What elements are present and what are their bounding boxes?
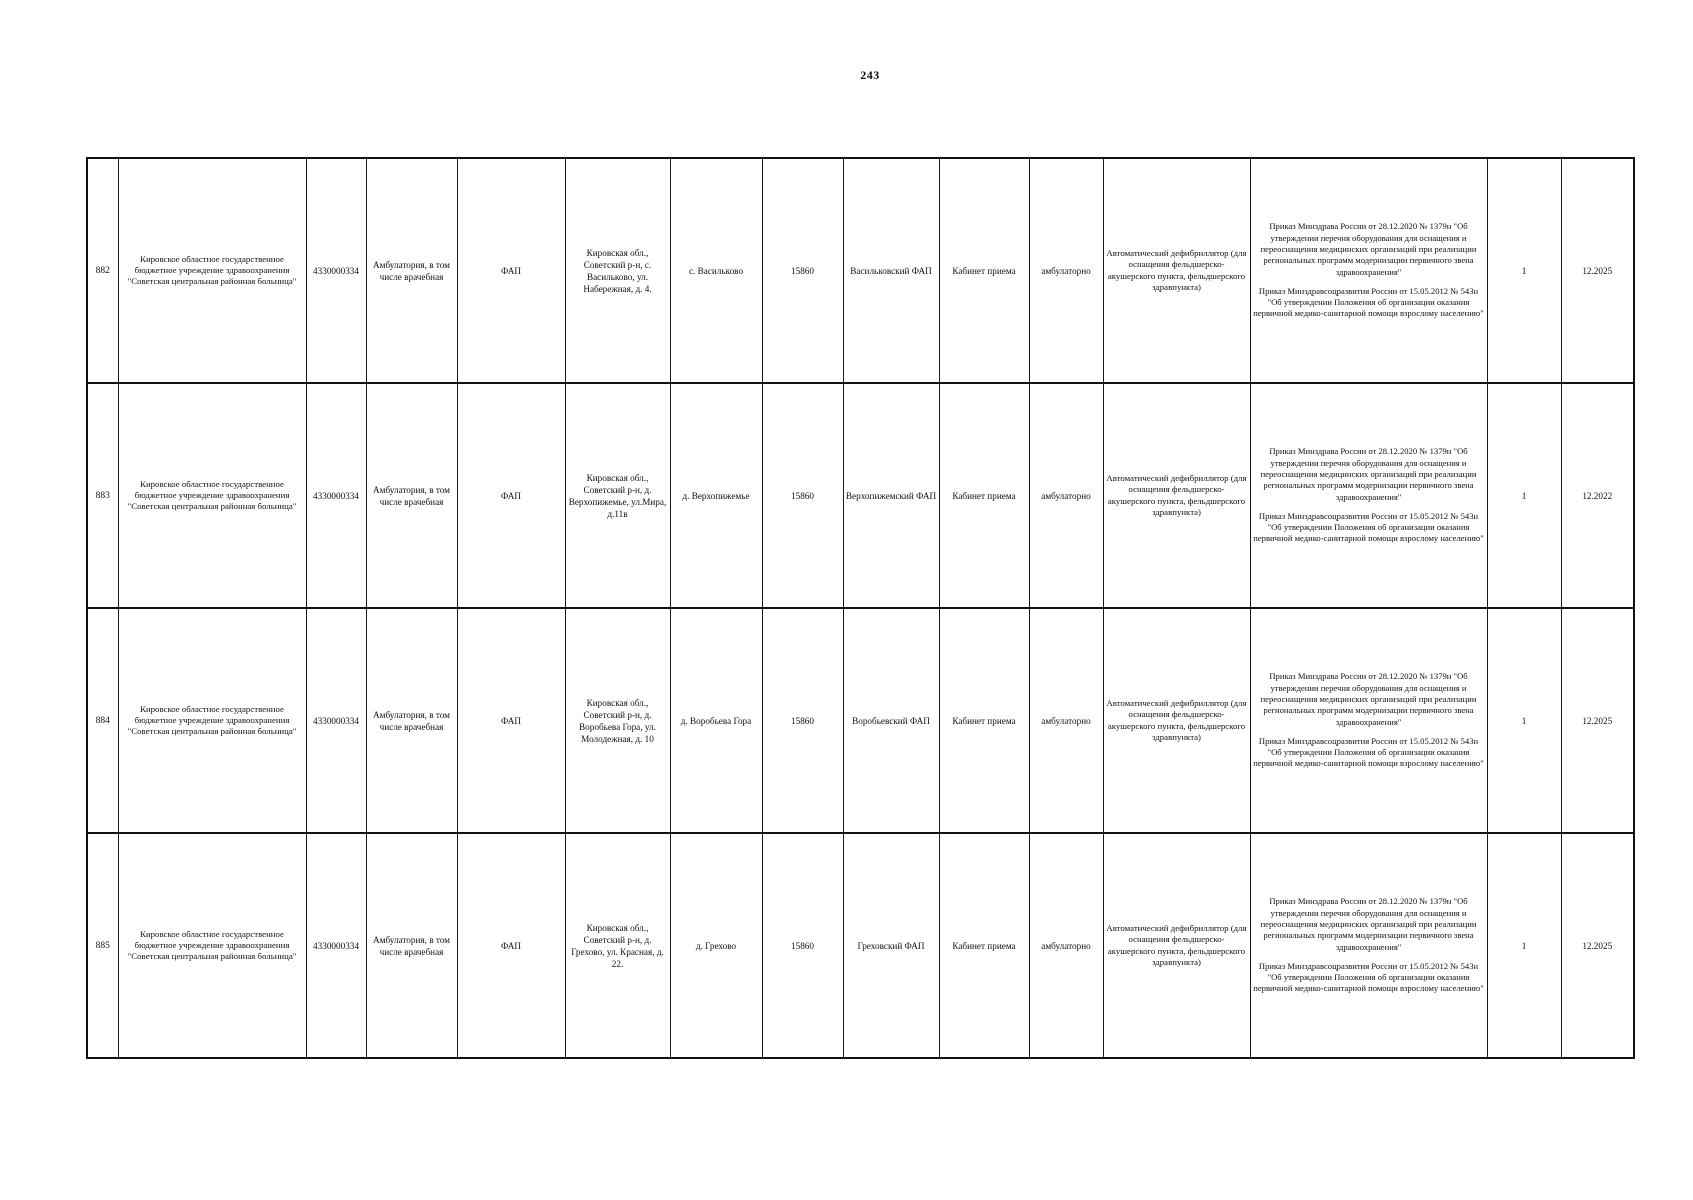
legal-basis-order-1: Приказ Минздрава России от 28.12.2020 № 1379н "Об утверждении перечня оборудования для оснащения и переоснащения медицинских организаций при реализации региональных программ модернизации первичного звена здравоохранения" bbox=[1260, 221, 1477, 277]
facility-type-cell: ФАП bbox=[457, 158, 565, 383]
room-cell: Кабинет приема bbox=[939, 158, 1029, 383]
equipment-cell: Автоматический дефибриллятор (для оснащения фельдшерско-акушерского пункта, фельдшерского здравпункта) bbox=[1103, 383, 1250, 608]
postal-cell: 15860 bbox=[762, 383, 843, 608]
settlement-cell: д. Воробьева Гора bbox=[670, 608, 762, 833]
table-row bbox=[87, 383, 1634, 608]
quantity-cell: 1 bbox=[1487, 158, 1561, 383]
settlement-cell: с. Васильково bbox=[670, 158, 762, 383]
postal-cell: 15860 bbox=[762, 608, 843, 833]
legal-basis-cell bbox=[1250, 833, 1487, 1058]
date-cell: 12.2025 bbox=[1561, 608, 1634, 833]
legal-basis-cell bbox=[1250, 383, 1487, 608]
organization-cell: Кировское областное государственное бюджетное учреждение здравоохранения "Советская центральная районная больница" bbox=[118, 608, 306, 833]
date-cell: 12.2022 bbox=[1561, 383, 1634, 608]
equipment-cell: Автоматический дефибриллятор (для оснащения фельдшерско-акушерского пункта, фельдшерского здравпункта) bbox=[1103, 158, 1250, 383]
unit-type-cell: Амбулатория, в том числе врачебная bbox=[366, 833, 457, 1058]
organization-cell: Кировское областное государственное бюджетное учреждение здравоохранения "Советская центральная районная больница" bbox=[118, 833, 306, 1058]
facility-name-cell: Васильковский ФАП bbox=[843, 158, 939, 383]
row-number: 883 bbox=[87, 383, 118, 608]
organization-cell: Кировское областное государственное бюджетное учреждение здравоохранения "Советская центральная районная больница" bbox=[118, 383, 306, 608]
row-number: 885 bbox=[87, 833, 118, 1058]
date-cell: 12.2025 bbox=[1561, 158, 1634, 383]
row-number: 884 bbox=[87, 608, 118, 833]
equipment-table bbox=[86, 157, 1635, 1059]
facility-type-cell: ФАП bbox=[457, 833, 565, 1058]
table-row bbox=[87, 833, 1634, 1058]
equipment-cell: Автоматический дефибриллятор (для оснащения фельдшерско-акушерского пункта, фельдшерского здравпункта) bbox=[1103, 833, 1250, 1058]
facility-type-cell: ФАП bbox=[457, 383, 565, 608]
care-form-cell: амбулаторно bbox=[1029, 608, 1103, 833]
settlement-cell: д. Верхопижемье bbox=[670, 383, 762, 608]
facility-name-cell: Воробьевский ФАП bbox=[843, 608, 939, 833]
quantity-cell: 1 bbox=[1487, 608, 1561, 833]
address-cell: Кировская обл., Советский р-н, д. Воробьева Гора, ул. Молодежная, д. 10 bbox=[565, 608, 670, 833]
code-cell: 4330000334 bbox=[306, 383, 366, 608]
facility-type-cell: ФАП bbox=[457, 608, 565, 833]
facility-name-cell: Греховский ФАП bbox=[843, 833, 939, 1058]
postal-cell: 15860 bbox=[762, 158, 843, 383]
legal-basis-order-1: Приказ Минздрава России от 28.12.2020 № 1379н "Об утверждении перечня оборудования для оснащения и переоснащения медицинских организаций при реализации региональных программ модернизации первичного звена здравоохранения" bbox=[1260, 896, 1477, 952]
equipment-cell: Автоматический дефибриллятор (для оснащения фельдшерско-акушерского пункта, фельдшерского здравпункта) bbox=[1103, 608, 1250, 833]
care-form-cell: амбулаторно bbox=[1029, 383, 1103, 608]
unit-type-cell: Амбулатория, в том числе врачебная bbox=[366, 383, 457, 608]
settlement-cell: д. Грехово bbox=[670, 833, 762, 1058]
unit-type-cell: Амбулатория, в том числе врачебная bbox=[366, 158, 457, 383]
legal-basis-order-1: Приказ Минздрава России от 28.12.2020 № 1379н "Об утверждении перечня оборудования для оснащения и переоснащения медицинских организаций при реализации региональных программ модернизации первичного звена здравоохранения" bbox=[1260, 446, 1477, 502]
room-cell: Кабинет приема bbox=[939, 608, 1029, 833]
page-number: 243 bbox=[860, 68, 880, 82]
address-cell: Кировская обл., Советский р-н, д. Грехово, ул. Красная, д. 22. bbox=[565, 833, 670, 1058]
legal-basis-order-2: Приказ Минздравсоцразвития России от 15.05.2012 № 543н "Об утверждении Положения об организации оказания первичной медико-санитарной помощи взрослому населению" bbox=[1253, 735, 1484, 769]
address-cell: Кировская обл., Советский р-н, д. Верхопижемье, ул.Мира, д.11в bbox=[565, 383, 670, 608]
table-row bbox=[87, 608, 1634, 833]
date-cell: 12.2025 bbox=[1561, 833, 1634, 1058]
code-cell: 4330000334 bbox=[306, 833, 366, 1058]
legal-basis-order-2: Приказ Минздравсоцразвития России от 15.05.2012 № 543н "Об утверждении Положения об организации оказания первичной медико-санитарной помощи взрослому населению" bbox=[1253, 960, 1484, 994]
room-cell: Кабинет приема bbox=[939, 383, 1029, 608]
table-row bbox=[87, 158, 1634, 383]
organization-cell: Кировское областное государственное бюджетное учреждение здравоохранения "Советская центральная районная больница" bbox=[118, 158, 306, 383]
quantity-cell: 1 bbox=[1487, 383, 1561, 608]
room-cell: Кабинет приема bbox=[939, 833, 1029, 1058]
code-cell: 4330000334 bbox=[306, 158, 366, 383]
postal-cell: 15860 bbox=[762, 833, 843, 1058]
row-number: 882 bbox=[87, 158, 118, 383]
facility-name-cell: Верхопижемский ФАП bbox=[843, 383, 939, 608]
care-form-cell: амбулаторно bbox=[1029, 833, 1103, 1058]
legal-basis-order-2: Приказ Минздравсоцразвития России от 15.05.2012 № 543н "Об утверждении Положения об организации оказания первичной медико-санитарной помощи взрослому населению" bbox=[1253, 285, 1484, 319]
quantity-cell: 1 bbox=[1487, 833, 1561, 1058]
legal-basis-cell bbox=[1250, 608, 1487, 833]
address-cell: Кировская обл., Советский р-н, с. Васильково, ул. Набережная, д. 4. bbox=[565, 158, 670, 383]
legal-basis-cell bbox=[1250, 158, 1487, 383]
code-cell: 4330000334 bbox=[306, 608, 366, 833]
care-form-cell: амбулаторно bbox=[1029, 158, 1103, 383]
legal-basis-order-2: Приказ Минздравсоцразвития России от 15.05.2012 № 543н "Об утверждении Положения об организации оказания первичной медико-санитарной помощи взрослому населению" bbox=[1253, 510, 1484, 544]
unit-type-cell: Амбулатория, в том числе врачебная bbox=[366, 608, 457, 833]
legal-basis-order-1: Приказ Минздрава России от 28.12.2020 № 1379н "Об утверждении перечня оборудования для оснащения и переоснащения медицинских организаций при реализации региональных программ модернизации первичного звена здравоохранения" bbox=[1260, 671, 1477, 727]
